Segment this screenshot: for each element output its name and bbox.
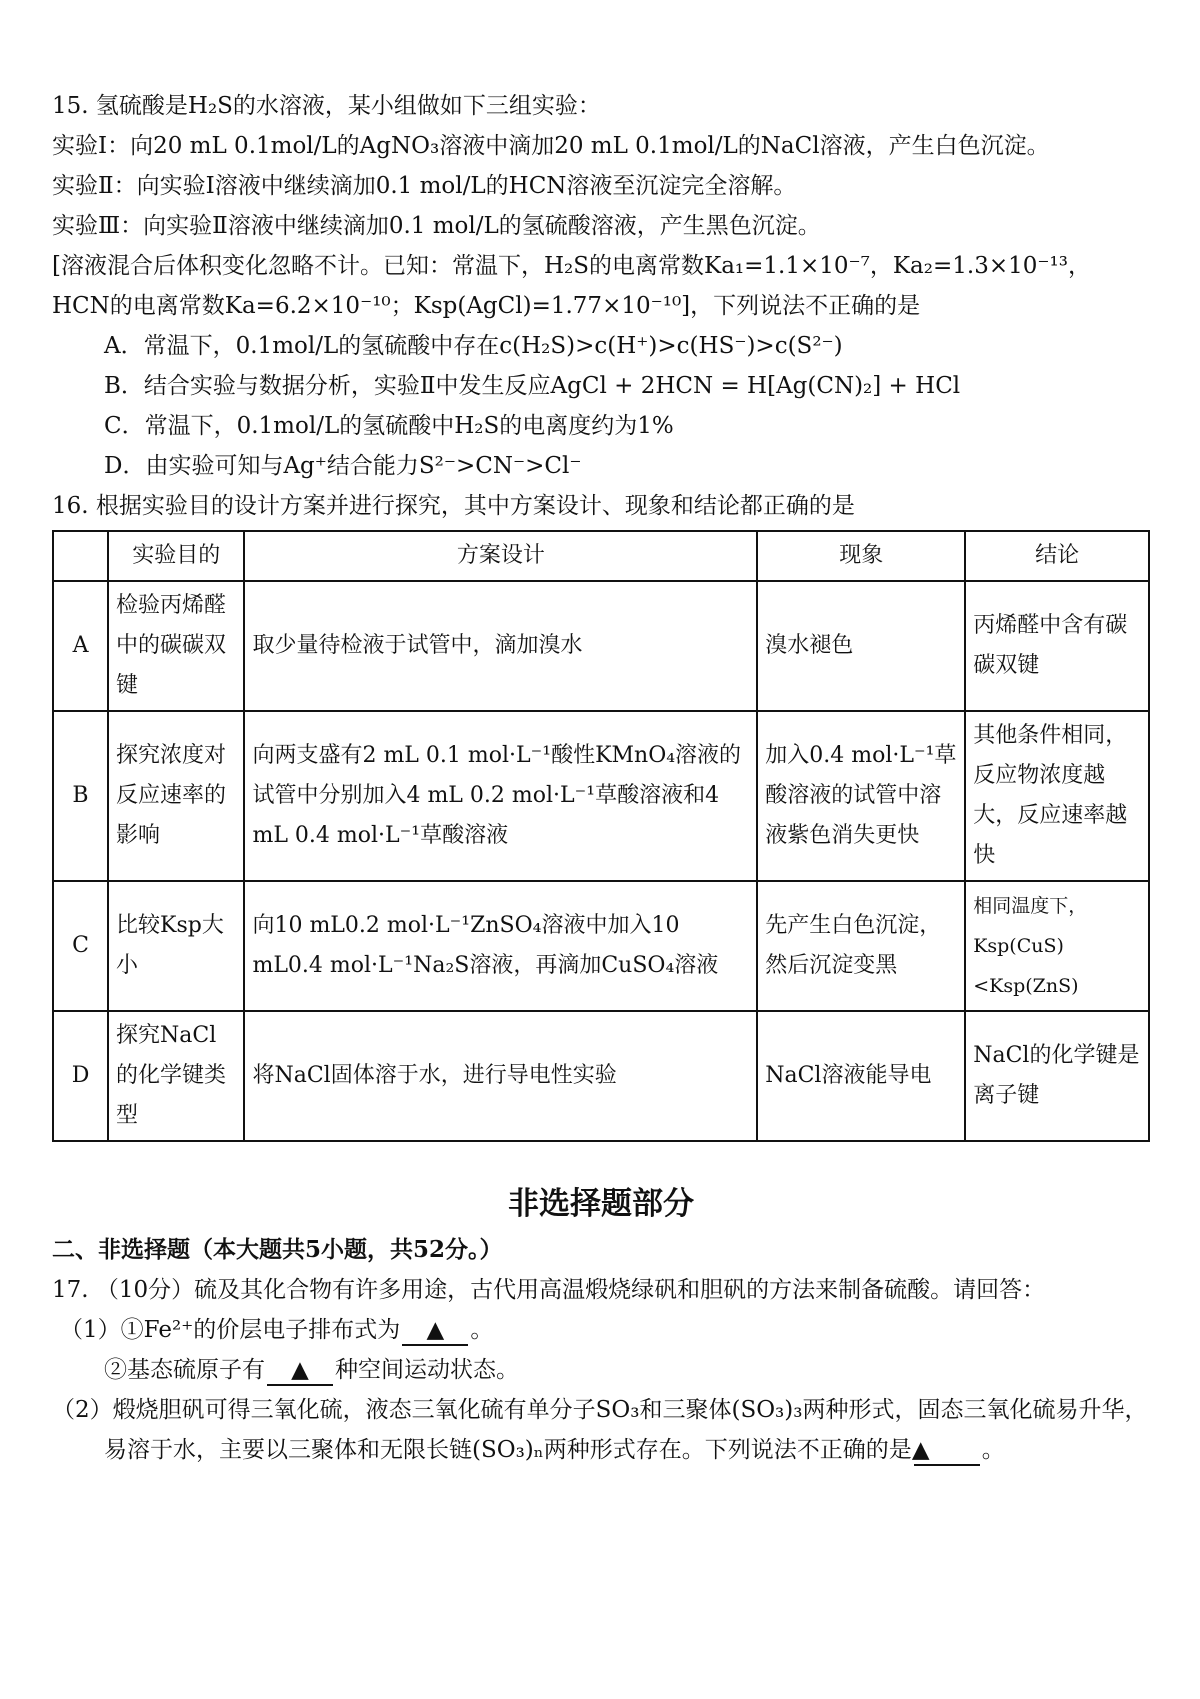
table-row — [53, 581, 1149, 711]
row-letter: B — [53, 711, 108, 881]
q15-experiment-2: 实验Ⅱ：向实验Ⅰ溶液中继续滴加0.1 mol/L的HCN溶液至沉淀完全溶解。 — [52, 173, 797, 199]
row-phenomenon: NaCl溶液能导电 — [757, 1011, 965, 1141]
exam-page — [52, 86, 1150, 1470]
row-conclusion: 相同温度下，Ksp(CuS)<Ksp(ZnS) — [965, 881, 1149, 1011]
table-row — [53, 711, 1149, 881]
section-title: 非选择题部分 — [508, 1186, 694, 1222]
q16-table — [52, 530, 1150, 1142]
row-design: 向10 mL0.2 mol·L⁻¹ZnSO₄溶液中加入10 mL0.4 mol·L⁻¹Na₂S溶液，再滴加CuSO₄溶液 — [244, 881, 757, 1011]
row-letter: D — [53, 1011, 108, 1141]
q15-experiment-3: 实验Ⅲ：向实验Ⅱ溶液中继续滴加0.1 mol/L的氢硫酸溶液，产生黑色沉淀。 — [52, 213, 821, 239]
row-design: 取少量待检液于试管中，滴加溴水 — [244, 581, 757, 711]
row-phenomenon: 溴水褪色 — [757, 581, 965, 711]
table-header-phenomenon: 现象 — [757, 531, 965, 581]
answer-blank[interactable]: ▲ — [914, 1436, 980, 1466]
table-header-purpose: 实验目的 — [108, 531, 244, 581]
q17-part2-suffix: 。 — [981, 1437, 1005, 1463]
answer-blank[interactable]: ▲ — [267, 1356, 333, 1386]
row-purpose: 探究NaCl的化学键类型 — [108, 1011, 244, 1141]
q17-part1a-prefix: （1）①Fe²⁺的价层电子排布式为 — [60, 1317, 401, 1343]
table-header-conclusion: 结论 — [965, 531, 1149, 581]
section-subtitle: 二、非选择题（本大题共5小题，共52分。） — [52, 1236, 503, 1263]
q16-stem: 16. 根据实验目的设计方案并进行探究，其中方案设计、现象和结论都正确的是 — [52, 493, 855, 519]
row-conclusion: 其他条件相同，反应物浓度越大，反应速率越快 — [965, 711, 1149, 881]
row-design: 向两支盛有2 mL 0.1 mol·L⁻¹酸性KMnO₄溶液的试管中分别加入4 mL 0.2 mol·L⁻¹草酸溶液和4 mL 0.4 mol·L⁻¹草酸溶液 — [244, 711, 757, 881]
q17-part1b-suffix: 种空间运动状态。 — [335, 1357, 519, 1383]
row-letter: C — [53, 881, 108, 1011]
row-design: 将NaCl固体溶于水，进行导电性实验 — [244, 1011, 757, 1141]
q17-part1b — [52, 1350, 1150, 1390]
row-purpose: 检验丙烯醛中的碳碳双键 — [108, 581, 244, 711]
row-conclusion: NaCl的化学键是离子键 — [965, 1011, 1149, 1141]
table-header-row — [53, 531, 1149, 581]
q17-part2 — [52, 1390, 1150, 1470]
row-purpose: 比较Ksp大小 — [108, 881, 244, 1011]
q15-option-a: A．常温下，0.1mol/L的氢硫酸中存在c(H₂S)>c(H⁺)>c(HS⁻)>c(S²⁻) — [104, 333, 843, 359]
q15-stem: 15. 氢硫酸是H₂S的水溶液，某小组做如下三组实验： — [52, 93, 601, 119]
answer-blank[interactable]: ▲ — [402, 1316, 468, 1346]
row-phenomenon: 先产生白色沉淀，然后沉淀变黑 — [757, 881, 965, 1011]
row-purpose: 探究浓度对反应速率的影响 — [108, 711, 244, 881]
table-row — [53, 1011, 1149, 1141]
table-row — [53, 881, 1149, 1011]
q15-known-2: HCN的电离常数Ka=6.2×10⁻¹⁰；Ksp(AgCl)=1.77×10⁻¹⁰]，下列说法不正确的是 — [52, 293, 921, 319]
row-conclusion: 丙烯醛中含有碳碳双键 — [965, 581, 1149, 711]
q15-option-c: C．常温下，0.1mol/L的氢硫酸中H₂S的电离度约为1% — [104, 413, 674, 439]
q17-part1a-suffix: 。 — [470, 1317, 494, 1343]
q15-known-1: [溶液混合后体积变化忽略不计。已知：常温下，H₂S的电离常数Ka₁=1.1×10⁻⁷，Ka₂=1.3×10⁻¹³， — [52, 253, 1091, 279]
row-phenomenon: 加入0.4 mol·L⁻¹草酸溶液的试管中溶液紫色消失更快 — [757, 711, 965, 881]
q15-option-d: D．由实验可知与Ag⁺结合能力S²⁻>CN⁻>Cl⁻ — [104, 453, 582, 479]
table-header-design: 方案设计 — [244, 531, 757, 581]
row-letter: A — [53, 581, 108, 711]
q15-experiment-1: 实验Ⅰ：向20 mL 0.1mol/L的AgNO₃溶液中滴加20 mL 0.1mol/L的NaCl溶液，产生白色沉淀。 — [52, 133, 1050, 159]
q15-option-b: B．结合实验与数据分析，实验Ⅱ中发生反应AgCl + 2HCN = H[Ag(CN)₂] + HCl — [104, 373, 961, 399]
q17-part1b-prefix: ②基态硫原子有 — [104, 1357, 265, 1383]
table-header-blank — [53, 531, 108, 581]
q17-part1a — [52, 1310, 1150, 1350]
q17-part2-text: （2）煅烧胆矾可得三氧化硫，液态三氧化硫有单分子SO₃和三聚体(SO₃)₃两种形式，固态三氧化硫易升华，易溶于水，主要以三聚体和无限长链(SO₃)ₙ两种形式存在。下列说法不正确的是 — [52, 1397, 1148, 1463]
q17-stem: 17. （10分）硫及其化合物有许多用途，古代用高温煅烧绿矾和胆矾的方法来制备硫酸。请回答： — [52, 1277, 1046, 1303]
